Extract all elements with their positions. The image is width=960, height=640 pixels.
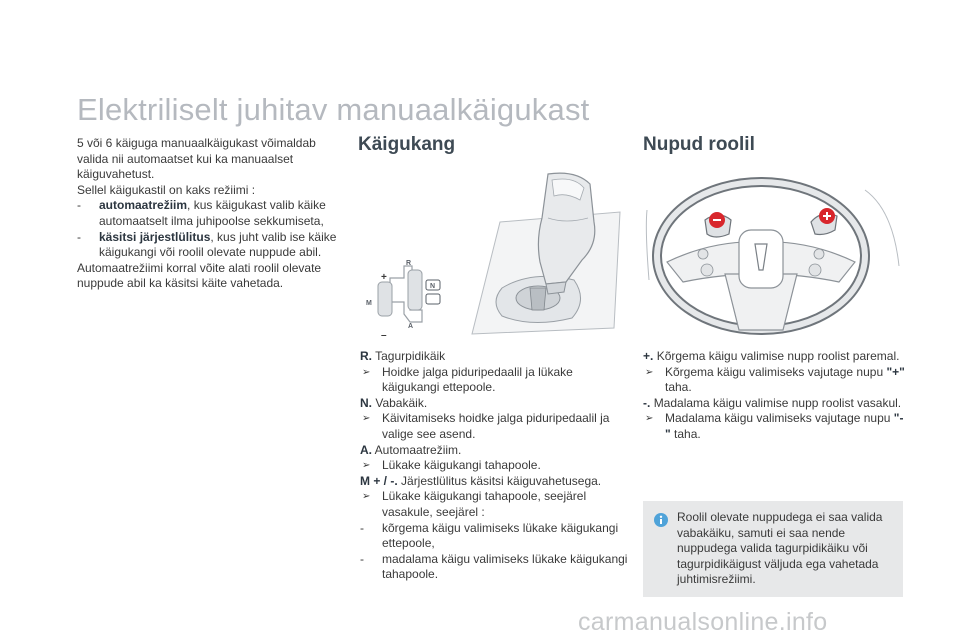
paddle-right-plus xyxy=(811,208,837,235)
mode-term: automaatrežiim xyxy=(99,198,188,213)
arrow-bullet-icon: ➢ xyxy=(362,413,371,425)
item-term: A. xyxy=(360,442,372,457)
steering-wheel-illustration xyxy=(643,170,903,342)
item-label: Madalama käigu valimise nupp roolist vasakul. xyxy=(653,395,902,410)
gate-label-a: A xyxy=(408,323,414,330)
arrow-bullet-icon: ➢ xyxy=(362,366,371,378)
shift-gate-diagram xyxy=(366,260,440,341)
item-term: N. xyxy=(360,395,372,410)
item-label: Automaatrežiim. xyxy=(374,442,462,457)
item-plus xyxy=(643,349,908,365)
mode-term: käsitsi järjestlülitus xyxy=(99,229,211,244)
gear-lever-drawing xyxy=(352,170,624,342)
arrow-bullet-icon: ➢ xyxy=(645,413,654,425)
arrow-bullet-icon: ➢ xyxy=(362,491,371,503)
mode-text: , kus juht valib ise käike käigukangi või roolil olevate nuppude abil. xyxy=(99,229,337,260)
gear-lever-column xyxy=(360,349,630,583)
info-icon xyxy=(654,513,668,527)
outro-paragraph: Automaatrežiimi korral võite alati roolil olevate nuppude abil ka käsitsi käite vahetada. xyxy=(77,260,322,291)
sub-item-upshift: - kõrgema käigu valimiseks lükake käigukangi ettepoole, xyxy=(360,520,619,551)
info-text: Roolil olevate nuppudega ei saa valida vabakäiku, samuti ei saa nende nuppudega valida tagurpidikäiku või tagurpidikäigust väljuda ega vahetada juhtimisrežiimi. xyxy=(677,510,883,587)
item-label: Kõrgema käigu valimise nupp roolist paremal. xyxy=(656,349,900,363)
item-term: +. xyxy=(643,349,654,363)
instruction-automatic: ➢ Lükake käigukangi tahapoole. xyxy=(362,458,541,473)
steering-wheel xyxy=(646,182,899,330)
gate-label-n: N xyxy=(430,283,436,290)
mode-item-automatic: - automaatrežiim, kus käigukast valib käike automaatselt ilma juhipoolse sekkumiseta, xyxy=(77,198,326,228)
gate-label-minus: – xyxy=(381,330,387,341)
item-term: -. xyxy=(643,395,651,410)
steering-wheel-drawing xyxy=(643,170,903,342)
gate-label-plus: + xyxy=(381,272,387,283)
page-title: Elektriliselt juhitav manuaalkäigukast xyxy=(77,92,590,127)
item-label: Tagurpidikäik xyxy=(375,349,446,363)
instruction-neutral: ➢ Käivitamiseks hoidke jalga piduripedaalil ja valige see asend. xyxy=(362,411,610,441)
instruction-reverse: ➢ Hoidke jalga piduripedaalil ja lükake käigukangi ettepoole. xyxy=(362,364,573,395)
item-minus xyxy=(643,396,908,412)
item-label: Vabakäik. xyxy=(375,395,428,410)
mode-item-manual: - käsitsi järjestlülitus, kus juht valib ise käike käigukangi või roolil olevate nuppude abil. xyxy=(77,229,337,260)
arrow-bullet-icon: ➢ xyxy=(645,366,654,378)
item-term: R. xyxy=(360,349,372,363)
item-term: M + / -. xyxy=(360,473,398,488)
watermark: carmanualsonline.info xyxy=(578,608,828,636)
instruction-plus: ➢ Kõrgema käigu valimiseks vajutage nupu "+" taha. xyxy=(645,364,905,395)
instruction-minus: ➢ Madalama käigu valimiseks vajutage nupu "-" taha. xyxy=(645,411,904,441)
instruction-manual: ➢ Lükake käigukangi tahapoole, seejärel vasakule, seejärel : xyxy=(362,489,587,519)
arrow-bullet-icon: ➢ xyxy=(362,460,371,472)
section-heading-steering-buttons: Nupud roolil xyxy=(643,134,755,155)
paddle-left-minus xyxy=(705,212,731,237)
gate-label-m: M xyxy=(366,300,372,307)
intro-column xyxy=(77,136,337,292)
gear-lever-illustration xyxy=(352,170,624,342)
gate-label-r: R xyxy=(406,260,412,267)
item-label: Järjestlülitus käsitsi käiguvahetusega. xyxy=(401,473,602,488)
item-reverse xyxy=(360,349,630,365)
info-box xyxy=(643,501,903,597)
steering-buttons-column xyxy=(643,349,908,443)
sub-item-downshift: - madalama käigu valimiseks lükake käigukangi tahapoole. xyxy=(360,551,628,582)
intro-paragraph: 5 või 6 käiguga manuaalkäigukast võimaldab valida nii automaatset kui ka manuaalset käiguvahetust. xyxy=(77,136,316,182)
mode-text: , kus käigukast valib käike automaatselt ilma juhipoolse sekkumiseta, xyxy=(99,198,326,228)
section-heading-gear-lever: Käigukang xyxy=(358,134,456,155)
item-neutral xyxy=(360,396,630,412)
modes-intro: Sellel käigukastil on kaks režiimi : xyxy=(77,182,256,197)
item-automatic xyxy=(360,443,630,459)
item-manual xyxy=(360,474,630,490)
